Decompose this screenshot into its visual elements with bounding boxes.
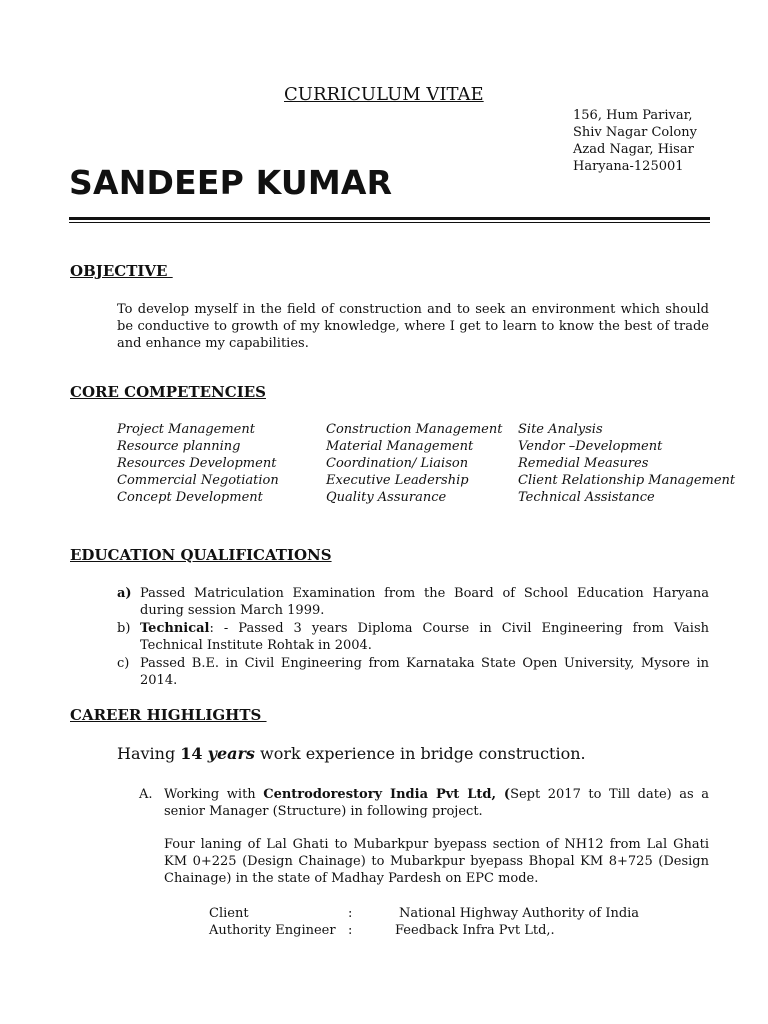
- company-name: Centrodorestory India Pvt Ltd, (: [263, 787, 511, 802]
- job-description: [164, 786, 709, 820]
- job-entry: [139, 786, 709, 820]
- document-title: CURRICULUM VITAE: [284, 84, 484, 105]
- address-line: Azad Nagar, Hisar: [573, 142, 694, 157]
- summary-years: 14: [180, 744, 203, 763]
- list-marker: A.: [139, 787, 153, 802]
- objective-text: To develop myself in the field of construction and to seek an environment which should be conductive to growth of my knowledge, where I get to learn to know the best of trade and enhance my capabilities.: [117, 302, 709, 351]
- competency-item: Vendor –Development: [518, 439, 663, 454]
- competencies-heading: CORE COMPETENCIES: [70, 383, 266, 401]
- education-text: [140, 620, 709, 654]
- job-prefix: Working with: [164, 787, 264, 802]
- career-heading: CAREER HIGHLIGHTS: [70, 706, 267, 724]
- list-marker: b): [117, 621, 131, 636]
- candidate-name: SANDEEP KUMAR: [69, 163, 393, 202]
- education-text: Passed Matriculation Examination from the Board of School Education Haryana during session March 1999.: [140, 586, 709, 618]
- job-suffix: Sept 2017 to Till date) as a senior Manager (Structure) in following project.: [164, 787, 709, 819]
- competency-item: Coordination/ Liaison: [326, 456, 469, 471]
- education-heading: EDUCATION QUALIFICATIONS: [70, 546, 332, 564]
- list-marker: a): [117, 586, 132, 601]
- education-detail: : - Passed 3 years Diploma Course in Civil Engineering from Vaish Technical Institute Rohtak in 2004.: [140, 621, 709, 653]
- education-bold-label: Technical: [140, 621, 210, 636]
- competency-item: Site Analysis: [518, 422, 603, 437]
- competency-item: Remedial Measures: [518, 456, 649, 471]
- education-item: [117, 655, 709, 689]
- competencies-column: [326, 421, 502, 506]
- address-line: 156, Hum Parivar,: [573, 108, 693, 123]
- header-divider-thin: [69, 222, 710, 223]
- summary-years-word: years: [207, 744, 255, 763]
- competency-item: Executive Leadership: [326, 473, 469, 488]
- competencies-column: [117, 421, 279, 506]
- competency-item: Resource planning: [117, 439, 241, 454]
- education-item: [117, 585, 709, 619]
- detail-separator: :: [348, 923, 353, 938]
- address-line: Shiv Nagar Colony: [573, 125, 697, 140]
- detail-label: Authority Engineer: [209, 923, 336, 938]
- competency-item: Client Relationship Management: [518, 473, 736, 488]
- education-text: Passed B.E. in Civil Engineering from Karnataka State Open University, Mysore in 2014.: [140, 656, 709, 688]
- detail-label: Client: [209, 906, 249, 921]
- experience-summary: [117, 744, 586, 763]
- competency-item: Quality Assurance: [326, 490, 447, 505]
- detail-separator: :: [348, 906, 353, 921]
- competency-item: Construction Management: [326, 422, 503, 437]
- competency-item: Material Management: [326, 439, 474, 454]
- competencies-column: [518, 421, 735, 506]
- competency-item: Resources Development: [117, 456, 277, 471]
- address-line: Haryana-125001: [573, 159, 684, 174]
- detail-value: Feedback Infra Pvt Ltd,.: [395, 923, 555, 938]
- competency-item: Project Management: [117, 422, 255, 437]
- objective-heading: OBJECTIVE: [70, 262, 173, 280]
- address-block: [573, 107, 697, 175]
- detail-value: National Highway Authority of India: [399, 906, 640, 921]
- list-marker: c): [117, 656, 130, 671]
- header-divider-thick: [69, 217, 710, 220]
- competency-item: Technical Assistance: [518, 490, 655, 505]
- education-item: [117, 620, 709, 654]
- project-description: Four laning of Lal Ghati to Mubarkpur byepass section of NH12 from Lal Ghati KM 0+225 (Design Chainage) to Mubarkpur byepass Bhopal KM 8+725 (Design Chainage) in the state of Madhay Pardesh on EPC mode.: [164, 837, 709, 886]
- summary-suffix: work experience in bridge construction.: [254, 744, 586, 763]
- summary-prefix: Having: [117, 744, 181, 763]
- competency-item: Concept Development: [117, 490, 263, 505]
- competency-item: Commercial Negotiation: [117, 473, 279, 488]
